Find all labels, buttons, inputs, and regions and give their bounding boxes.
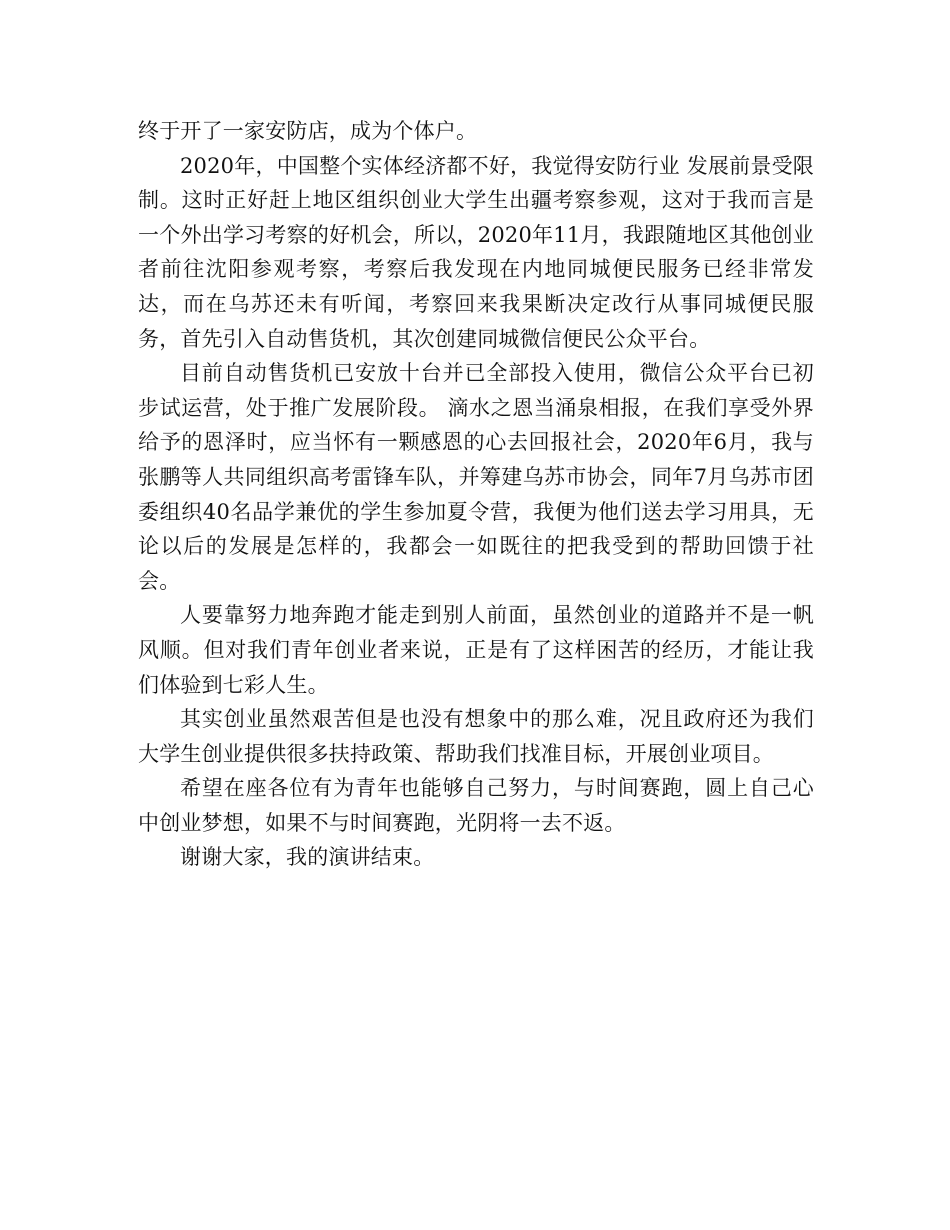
paragraph-running-hard: 人要靠努力地奔跑才能走到别人前面，虽然创业的道路并不是一帆风顺。但对我们青年创业者来说，正是有了这样困苦的经历，才能让我们体验到七彩人生。 <box>138 603 814 697</box>
paragraph-closing: 谢谢大家，我的演讲结束。 <box>180 845 435 870</box>
paragraph-continuation: 终于开了一家安防店，成为个体户。 <box>138 119 478 143</box>
speech-text <box>138 114 814 875</box>
paragraph-government-support: 其实创业虽然艰苦但是也没有想象中的那么难，况且政府还为我们大学生创业提供很多扶持政策、帮助我们找准目标，开展创业项目。 <box>138 707 814 766</box>
paragraph-2020-security-industry: 2020年，中国整个实体经济都不好，我觉得安防行业 发展前景受限制。这时正好赶上地区组织创业大学生出疆考察参观，这对于我而言是一个外出学习考察的好机会，所以，2020年11月，我跟随地区其他创业者前往沈阳参观考察，考察后我发现在内地同城便民服务已经非常发达，而在乌苏还未有听闻，考察回来我果断决定改行从事同城便民服务，首先引入自动售货机，其次创建同城微信便民公众平台。 <box>138 153 814 351</box>
paragraph-hope: 希望在座各位有为青年也能够自己努力，与时间赛跑，圆上自己心中创业梦想，如果不与时间赛跑，光阴将一去不返。 <box>138 776 814 835</box>
paragraph-vending-machines: 目前自动售货机已安放十台并已全部投入使用，微信公众平台已初步试运营，处于推广发展阶段。 滴水之恩当涌泉相报，在我们享受外界给予的恩泽时，应当怀有一颗感恩的心去回报社会，2020年6月，我与张鹏等人共同组织高考雷锋车队，并筹建乌苏市协会，同年7月乌苏市团委组织40名品学兼优的学生参加夏令营，我便为他们送去学习用具，无论以后的发展是怎样的，我都会一如既往的把我受到的帮助回馈于社会。 <box>138 361 814 593</box>
